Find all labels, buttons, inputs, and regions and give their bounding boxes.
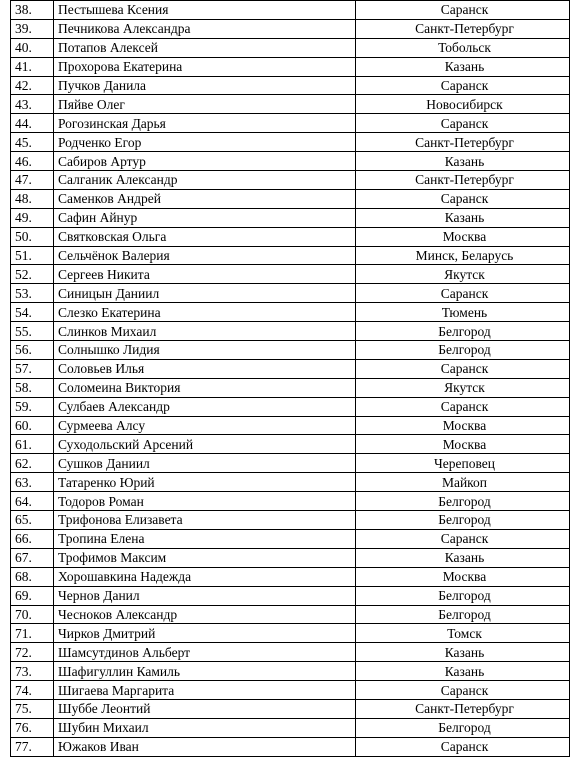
table-row	[11, 171, 570, 190]
participant-city: Москва	[356, 227, 570, 246]
participant-city: Тюмень	[356, 303, 570, 322]
participant-name: Пестышева Ксения	[54, 1, 356, 20]
participant-city: Саранск	[356, 284, 570, 303]
table-row	[11, 189, 570, 208]
participant-name: Пучков Данила	[54, 76, 356, 95]
participant-city: Белгород	[356, 511, 570, 530]
table-row	[11, 322, 570, 341]
participant-name: Прохорова Екатерина	[54, 57, 356, 76]
participants-table	[10, 0, 570, 757]
row-number: 77.	[11, 737, 54, 756]
participant-name: Южаков Иван	[54, 737, 356, 756]
table-row	[11, 208, 570, 227]
participant-city: Санкт-Петербург	[356, 699, 570, 718]
table-row	[11, 1, 570, 20]
participant-name: Синицын Даниил	[54, 284, 356, 303]
table-row	[11, 681, 570, 700]
participant-name: Шуббе Леонтий	[54, 699, 356, 718]
participant-city: Якутск	[356, 265, 570, 284]
row-number: 68.	[11, 567, 54, 586]
row-number: 52.	[11, 265, 54, 284]
table-row	[11, 359, 570, 378]
participant-city: Санкт-Петербург	[356, 171, 570, 190]
participant-name: Потапов Алексей	[54, 38, 356, 57]
participant-city: Майкоп	[356, 473, 570, 492]
row-number: 58.	[11, 378, 54, 397]
table-row	[11, 341, 570, 360]
row-number: 55.	[11, 322, 54, 341]
table-row	[11, 284, 570, 303]
row-number: 44.	[11, 114, 54, 133]
participant-city: Белгород	[356, 586, 570, 605]
participant-city: Белгород	[356, 605, 570, 624]
row-number: 45.	[11, 133, 54, 152]
participant-city: Белгород	[356, 322, 570, 341]
row-number: 42.	[11, 76, 54, 95]
participant-city: Белгород	[356, 341, 570, 360]
participant-city: Саранск	[356, 397, 570, 416]
table-row	[11, 95, 570, 114]
table-row	[11, 662, 570, 681]
participant-city: Москва	[356, 435, 570, 454]
participant-name: Тропина Елена	[54, 529, 356, 548]
table-row	[11, 511, 570, 530]
row-number: 39.	[11, 19, 54, 38]
table-row	[11, 718, 570, 737]
participant-name: Чернов Данил	[54, 586, 356, 605]
table-row	[11, 57, 570, 76]
row-number: 70.	[11, 605, 54, 624]
participant-city: Саранск	[356, 114, 570, 133]
row-number: 57.	[11, 359, 54, 378]
table-row	[11, 737, 570, 756]
table-row	[11, 605, 570, 624]
row-number: 59.	[11, 397, 54, 416]
row-number: 38.	[11, 1, 54, 20]
participant-name: Сельчёнок Валерия	[54, 246, 356, 265]
participant-name: Трифонова Елизавета	[54, 511, 356, 530]
participant-name: Сулбаев Александр	[54, 397, 356, 416]
participant-name: Саменков Андрей	[54, 189, 356, 208]
participant-name: Трофимов Максим	[54, 548, 356, 567]
participant-name: Шубин Михаил	[54, 718, 356, 737]
row-number: 69.	[11, 586, 54, 605]
participant-name: Шигаева Маргарита	[54, 681, 356, 700]
participant-name: Тодоров Роман	[54, 492, 356, 511]
table-row	[11, 303, 570, 322]
table-row	[11, 133, 570, 152]
participant-city: Казань	[356, 152, 570, 171]
participant-city: Казань	[356, 208, 570, 227]
participant-name: Сабиров Артур	[54, 152, 356, 171]
table-row	[11, 548, 570, 567]
participant-name: Слезко Екатерина	[54, 303, 356, 322]
participant-city: Томск	[356, 624, 570, 643]
participant-name: Родченко Егор	[54, 133, 356, 152]
participant-name: Сафин Айнур	[54, 208, 356, 227]
row-number: 76.	[11, 718, 54, 737]
table-row	[11, 227, 570, 246]
row-number: 63.	[11, 473, 54, 492]
participant-name: Пяйве Олег	[54, 95, 356, 114]
table-row	[11, 643, 570, 662]
participant-city: Белгород	[356, 718, 570, 737]
table-row	[11, 397, 570, 416]
participant-city: Саранск	[356, 76, 570, 95]
row-number: 64.	[11, 492, 54, 511]
participant-name: Салганик Александр	[54, 171, 356, 190]
table-row	[11, 76, 570, 95]
participant-city: Казань	[356, 662, 570, 681]
row-number: 53.	[11, 284, 54, 303]
table-row	[11, 492, 570, 511]
row-number: 72.	[11, 643, 54, 662]
participant-city: Москва	[356, 567, 570, 586]
row-number: 54.	[11, 303, 54, 322]
participant-name: Сушков Даниил	[54, 454, 356, 473]
participant-city: Тобольск	[356, 38, 570, 57]
participant-city: Казань	[356, 548, 570, 567]
participant-name: Хорошавкина Надежда	[54, 567, 356, 586]
row-number: 48.	[11, 189, 54, 208]
participant-name: Рогозинская Дарья	[54, 114, 356, 133]
table-row	[11, 265, 570, 284]
participant-name: Чирков Дмитрий	[54, 624, 356, 643]
participant-city: Москва	[356, 416, 570, 435]
participant-name: Сурмеева Алсу	[54, 416, 356, 435]
row-number: 62.	[11, 454, 54, 473]
participant-city: Саранск	[356, 737, 570, 756]
participant-name: Чесноков Александр	[54, 605, 356, 624]
participant-name: Соловьев Илья	[54, 359, 356, 378]
row-number: 67.	[11, 548, 54, 567]
participant-city: Саранск	[356, 529, 570, 548]
participant-name: Шафигуллин Камиль	[54, 662, 356, 681]
row-number: 47.	[11, 171, 54, 190]
participant-city: Минск, Беларусь	[356, 246, 570, 265]
table-row	[11, 624, 570, 643]
table-row	[11, 378, 570, 397]
participant-city: Саранск	[356, 1, 570, 20]
row-number: 65.	[11, 511, 54, 530]
row-number: 56.	[11, 341, 54, 360]
participant-city: Якутск	[356, 378, 570, 397]
participant-name: Святковская Ольга	[54, 227, 356, 246]
table-row	[11, 473, 570, 492]
participant-city: Казань	[356, 57, 570, 76]
row-number: 51.	[11, 246, 54, 265]
table-row	[11, 699, 570, 718]
row-number: 46.	[11, 152, 54, 171]
participant-name: Соломеина Виктория	[54, 378, 356, 397]
participant-name: Шамсутдинов Альберт	[54, 643, 356, 662]
row-number: 71.	[11, 624, 54, 643]
row-number: 43.	[11, 95, 54, 114]
row-number: 74.	[11, 681, 54, 700]
table-body	[11, 1, 570, 757]
table-row	[11, 435, 570, 454]
row-number: 60.	[11, 416, 54, 435]
participant-city: Саранск	[356, 681, 570, 700]
participant-city: Новосибирск	[356, 95, 570, 114]
participant-city: Саранск	[356, 189, 570, 208]
row-number: 41.	[11, 57, 54, 76]
table-row	[11, 38, 570, 57]
table-row	[11, 114, 570, 133]
participant-name: Печникова Александра	[54, 19, 356, 38]
participants-list	[10, 0, 570, 757]
row-number: 50.	[11, 227, 54, 246]
participant-city: Череповец	[356, 454, 570, 473]
participant-name: Татаренко Юрий	[54, 473, 356, 492]
row-number: 40.	[11, 38, 54, 57]
table-row	[11, 454, 570, 473]
row-number: 75.	[11, 699, 54, 718]
table-row	[11, 152, 570, 171]
table-row	[11, 416, 570, 435]
table-row	[11, 567, 570, 586]
table-row	[11, 529, 570, 548]
row-number: 61.	[11, 435, 54, 454]
row-number: 73.	[11, 662, 54, 681]
participant-name: Сергеев Никита	[54, 265, 356, 284]
participant-city: Саранск	[356, 359, 570, 378]
table-row	[11, 246, 570, 265]
participant-name: Суходольский Арсений	[54, 435, 356, 454]
participant-city: Санкт-Петербург	[356, 19, 570, 38]
participant-name: Слинков Михаил	[54, 322, 356, 341]
table-row	[11, 586, 570, 605]
participant-city: Санкт-Петербург	[356, 133, 570, 152]
row-number: 66.	[11, 529, 54, 548]
row-number: 49.	[11, 208, 54, 227]
participant-name: Солнышко Лидия	[54, 341, 356, 360]
participant-city: Белгород	[356, 492, 570, 511]
table-row	[11, 19, 570, 38]
participant-city: Казань	[356, 643, 570, 662]
